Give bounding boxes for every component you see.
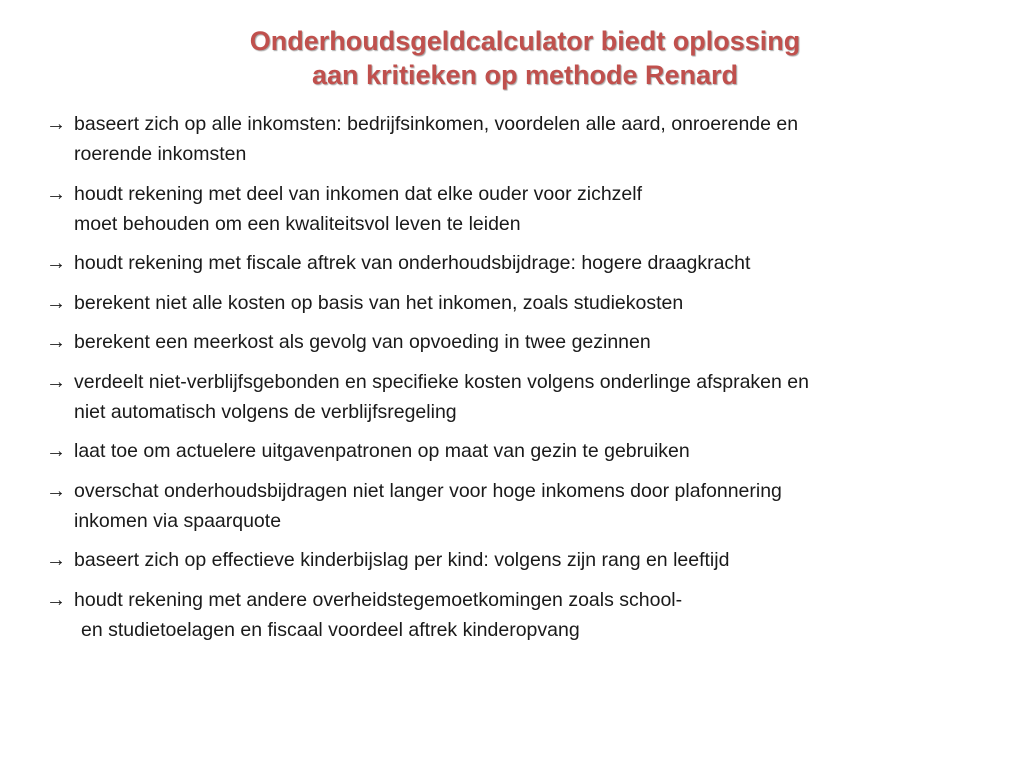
item-text: berekent niet alle kosten op basis van het inkomen, zoals studiekosten	[74, 291, 684, 314]
title-line-1: Onderhoudsgeldcalculator biedt oplossing	[249, 26, 801, 56]
arrow-icon: →	[46, 331, 66, 353]
item-text-continued: en studietoelagen en fiscaal voordeel aftrek kinderopvang	[81, 618, 580, 641]
list-item	[46, 476, 986, 536]
arrow-icon: →	[46, 479, 66, 502]
list-item	[46, 585, 986, 645]
list-item	[46, 288, 986, 318]
item-text: baseert zich op effectieve kinderbijslag per kind: volgens zijn rang en leeftijd	[74, 549, 730, 571]
list-item	[46, 367, 986, 427]
title-line-2: aan kritieken op methode Renard	[311, 60, 739, 90]
item-text: laat toe om actuelere uitgavenpatronen op maat van gezin te gebruiken	[74, 440, 690, 462]
item-text-continued: roerende inkomsten	[74, 143, 247, 165]
item-text: verdeelt niet-verblijfsgebonden en specifieke kosten volgens onderlinge afspraken en	[74, 370, 809, 393]
item-text: berekent een meerkost als gevolg van opvoeding in twee gezinnen	[74, 331, 651, 353]
item-text-continued: niet automatisch volgens de verblijfsregeling	[74, 400, 457, 423]
item-text-continued: inkomen via spaarquote	[74, 509, 282, 532]
item-text-continued: moet behouden om een kwaliteitsvol leven te leiden	[74, 212, 521, 235]
item-text: houdt rekening met andere overheidstegemoetkomingen zoals school-	[74, 588, 683, 611]
arrow-icon: →	[46, 252, 66, 274]
list-item	[46, 436, 986, 466]
arrow-icon: →	[46, 588, 66, 611]
list-item	[46, 179, 986, 239]
list-item	[46, 248, 986, 278]
arrow-icon: →	[46, 113, 66, 135]
list-item	[46, 327, 986, 357]
arrow-icon: →	[46, 370, 66, 393]
item-text: houdt rekening met fiscale aftrek van onderhoudsbijdrage: hogere draagkracht	[74, 252, 751, 274]
slide-title	[100, 24, 950, 92]
arrow-icon: →	[46, 291, 66, 314]
item-text: baseert zich op alle inkomsten: bedrijfsinkomen, voordelen alle aard, onroerende en	[74, 113, 799, 135]
arrow-icon: →	[46, 182, 66, 205]
item-text: overschat onderhoudsbijdragen niet langer voor hoge inkomens door plafonnering	[74, 479, 782, 502]
arrow-icon: →	[46, 549, 66, 571]
list-item	[46, 109, 986, 169]
list-item	[46, 545, 986, 575]
bullet-list	[46, 109, 986, 654]
item-text: houdt rekening met deel van inkomen dat elke ouder voor zichzelf	[74, 182, 643, 205]
arrow-icon: →	[46, 440, 66, 462]
